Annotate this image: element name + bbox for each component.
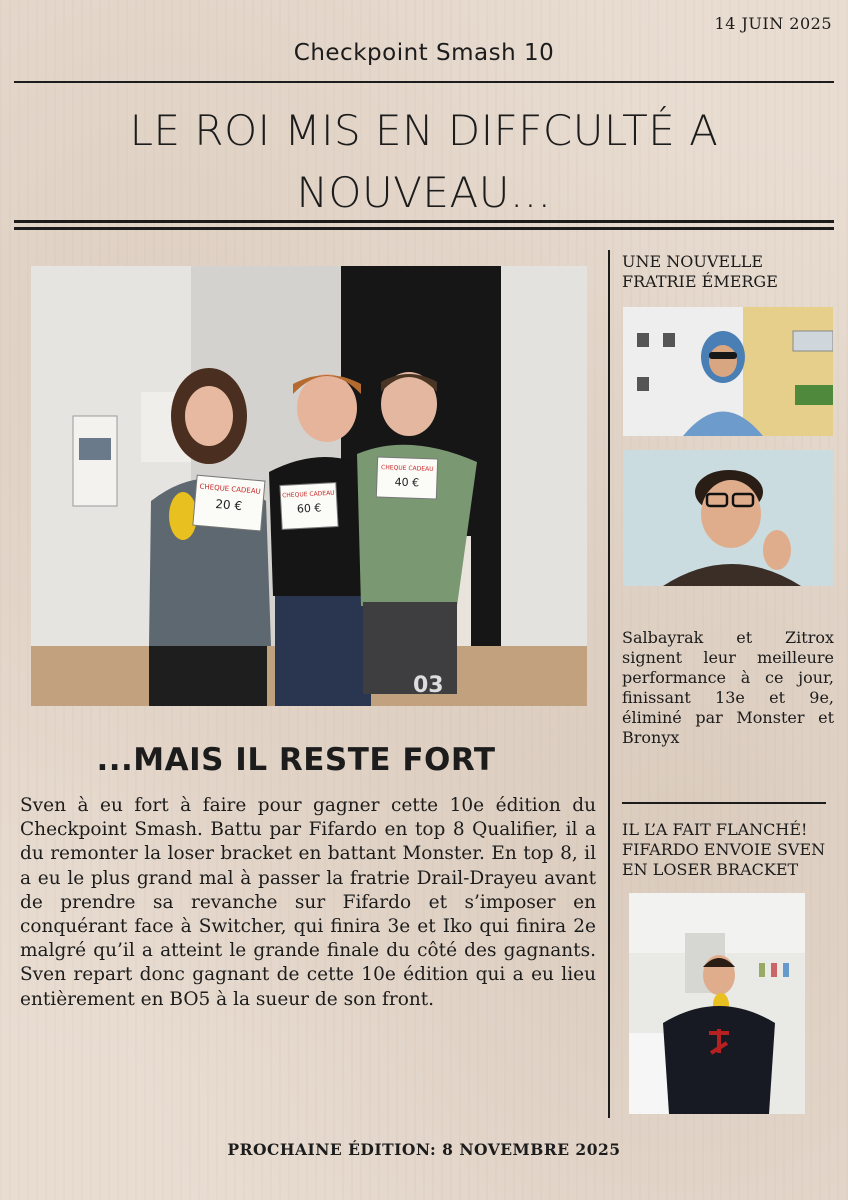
winners-illustration (31, 266, 587, 706)
masthead-rule (14, 81, 834, 83)
sidebar-title-fifardo: IL L’A FAIT FLANCHÉ! FIFARDO ENVOIE SVEN EN LOSER BRACKET (622, 820, 826, 879)
subheadline: ...MAIS IL RESTE FORT (96, 742, 496, 778)
headline-rule-bottom (14, 227, 834, 230)
player-1-illustration (623, 307, 833, 436)
cheque-3-value: 40 € (394, 475, 420, 490)
issue-date: 14 JUIN 2025 (714, 14, 832, 33)
headline-rule-top (14, 220, 834, 223)
cheque-2-value: 60 € (296, 501, 322, 516)
cheque-1-title: CHEQUE CADEAU (199, 482, 261, 496)
player-2-illustration (623, 450, 833, 586)
sidebar-photo-player-1 (623, 307, 833, 436)
masthead: Checkpoint Smash 10 (293, 40, 555, 66)
column-divider (608, 250, 610, 1118)
next-edition-footer: PROCHAINE ÉDITION: 8 NOVEMBRE 2025 (227, 1140, 621, 1159)
cheque-3-title: CHEQUE CADEAU (380, 464, 434, 473)
sidebar-photo-fifardo (629, 893, 805, 1114)
sidebar-photo-player-2 (623, 450, 833, 586)
sidebar-title-new-siblings: UNE NOUVELLE FRATRIE ÉMERGE (622, 252, 778, 291)
shorts-print-label: 03 (413, 673, 444, 698)
main-photo-winners (31, 266, 587, 706)
cheque-1-value: 20 € (214, 496, 243, 514)
headline: LE ROI MIS EN DIFFCULTÉ A NOUVEAU... (129, 106, 719, 217)
fifardo-illustration (629, 893, 805, 1114)
article-body: Sven à eu fort à faire pour gagner cette 10e édition du Checkpoint Smash. Battu par Fifardo en top 8 Qualifier, il a du remonter la loser bracket en battant Monster. En top 8, il a eu le plus grand mal à passer la fratrie Drail-Drayeu avant de prendre sa revanche sur Fifardo et s’imposer en conquérant face à Switcher, qui finira 3e et Iko qui finira 2e malgré qu’il a atteint le grande finale du côté des gagnants. Sven repart donc gagnant de cette 10e édition qui a eu lieu entièrement en BO5 à la sueur de son front. (20, 795, 596, 1010)
sidebar-divider (622, 802, 826, 804)
cheque-2-title: CHEQUE CADEAU (281, 489, 335, 500)
sidebar-text-new-siblings: Salbayrak et Zitrox signent leur meilleure performance à ce jour, finissant 13e et 9e, éliminé par Monster et Bronyx (622, 628, 834, 747)
